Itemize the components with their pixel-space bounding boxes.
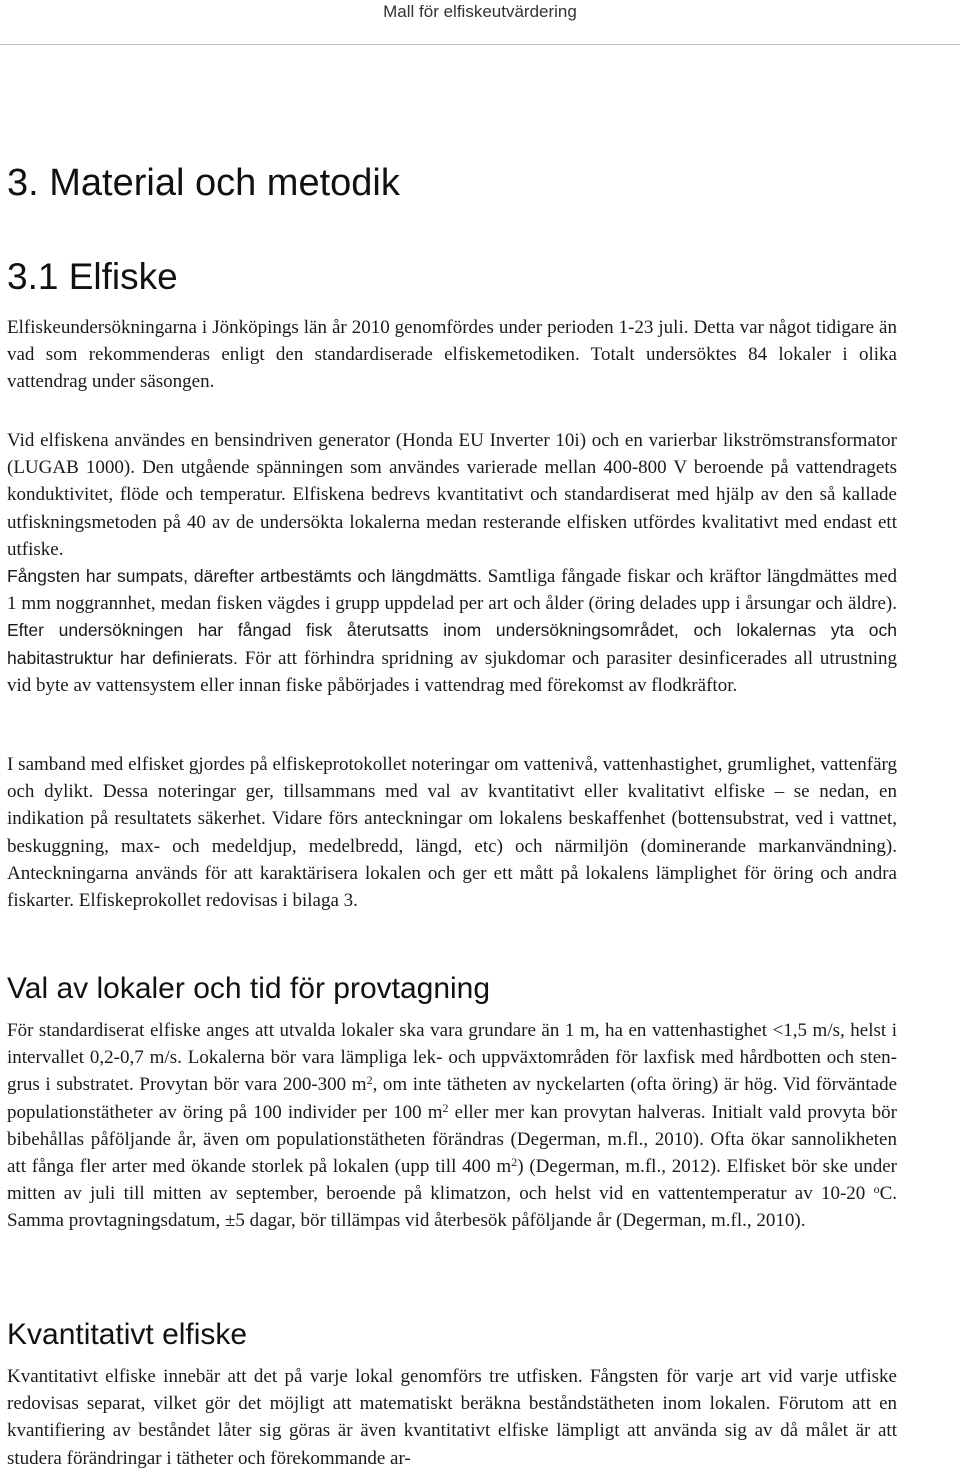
sentence-catch: Fångsten har sumpats, därefter artbestämts och längdmätts. [7,566,482,586]
chapter-heading: 3. Material och metodik [7,162,400,204]
sentence-measurement: Samtliga fångade fiskar och kräftor längdmättes med 1 mm noggrannhet, medan fisken vägdes i grupp uppdelad per art och ålder (öring delades upp i årsungar och äldre). [7,566,898,615]
paragraph-intro: Elfiskeundersökningarna i Jönköpings län år 2010 genomfördes under perioden 1-23 juli. Detta var något tidigare än vad som rekommenderas enligt den standardiserade elfiskemetodiken. Totalt undersöktes 84 lokaler i olika vattendrag under säsongen. [7,317,897,393]
subheading-site-selection: Val av lokaler och tid för provtagning [7,972,491,1005]
text-run: , om inte tätheten av nyckelarten (ofta öring) är hög. Vid förväntade populationstätheter av öring på 100 individer per 100 m [7,1074,898,1123]
superscript: 2 [511,1155,518,1170]
paragraph-equipment: Vid elfiskena användes en bensindriven generator (Honda EU Inverter 10i) och en varierbar likströmstransformator (LUGAB 1000). Den utgående spänningen som användes varierade mellan 400-800 V beroende på vattendragets konduktivitet, flöde och temperatur. Elfiskena bedrevs kvantitativt och standardiserat med hjälp av den så kallade utfiskningsmetoden på 40 av de undersökta lokalerna medan resterande elfisken utfördes kvalitativt med endast ett utfiske. [7,430,897,560]
sentence-release: Efter undersökningen har fångad fisk återutsatts inom undersökningsområdet, och lokalernas yta och habitastruktur har definierats. [7,620,897,668]
paragraph-quantitative: Kvantitativt elfiske innebär att det på varje lokal genomförs tre utfisken. Fångsten för varje art vid varje utfiske redovisas separat, vilket gör det möjligt att matematiskt beräkna beståndstätheten inom lokalen. Förutom att en kvantifiering av beståndet låter sig göras är även kvantitativt elfiske lämpligt att använda sig av då målet är att studera förändringar i tätheter och förekommande ar- [7,1366,897,1469]
subheading-quantitative: Kvantitativt elfiske [7,1318,248,1351]
superscript: 2 [366,1073,373,1088]
text-run: eller mer kan provytan halveras. Initialt vald provyta bör bibehållas påföljande år, även om populationstätheten förändras (Degerman, m.fl., 2010). Ofta ökar sannolikheten att fånga fler arter med ökande storlek på lokalen (upp till 400 m [7,1101,897,1178]
superscript: o [873,1182,880,1197]
superscript: 2 [442,1100,449,1115]
text-run: C. Samma provtagningsdatum, ±5 dagar, bör tillämpas vid återbesök påföljande år (Degerman, m.fl., 2010). [7,1183,897,1232]
paragraph-protocol: I samband med elfisket gjordes på elfiskeprotokollet noteringar om vattenivå, vattenhastighet, grumlighet, vattenfärg och dylikt. Dessa noteringar ger, tillsammans med val av kvantitativt eller kvalitativt elfiske – se nedan, en indikation på resultatets säkerhet. Vidare förs anteckningar om lokalens beskaffenhet (bottensubstrat, ved i vattnet, beskuggning, max- och medeldjup, medelbredd, längd, etc) och närmiljön (dominerande markanvändning). Anteckningarna används för att karaktärisera lokalen och ger ett mått på lokalens lämplighet för öring och andra fiskarter. Elfiskeprokollet redovisas i bilaga 3. [7,754,897,912]
sentence-disinfection: För att förhindra spridning av sjukdomar och parasiter desinficerades all utrustning vid byte av vattensystem eller innan fiske påbörjades i vattendrag med förekomst av flodkräftor. [7,647,897,696]
section-heading: 3.1 Elfiske [7,256,178,297]
paragraph-catch-handling [7,563,897,699]
text-run: ) (Degerman, m.fl., 2012). Elfisket bör ske under mitten av juli till mitten av september, beroende på klimatzon, och helst vid en vattentemperatur av 10-20 [7,1156,897,1205]
running-header: Mall för elfiskeutvärdering [383,2,577,21]
paragraph-site-selection [7,1017,897,1235]
text-run: För standardiserat elfiske anges att utvalda lokaler ska vara grundare än 1 m, ha en vattenhastighet <1,5 m/s, helst i intervallet 0,2-0,7 m/s. Lokalerna bör vara lämpliga lek- och uppväxtområden för laxfisk med hårdbotten och sten-grus i substratet. Provytan bör vara 200-300 m [7,1020,897,1096]
header-divider [0,44,960,45]
